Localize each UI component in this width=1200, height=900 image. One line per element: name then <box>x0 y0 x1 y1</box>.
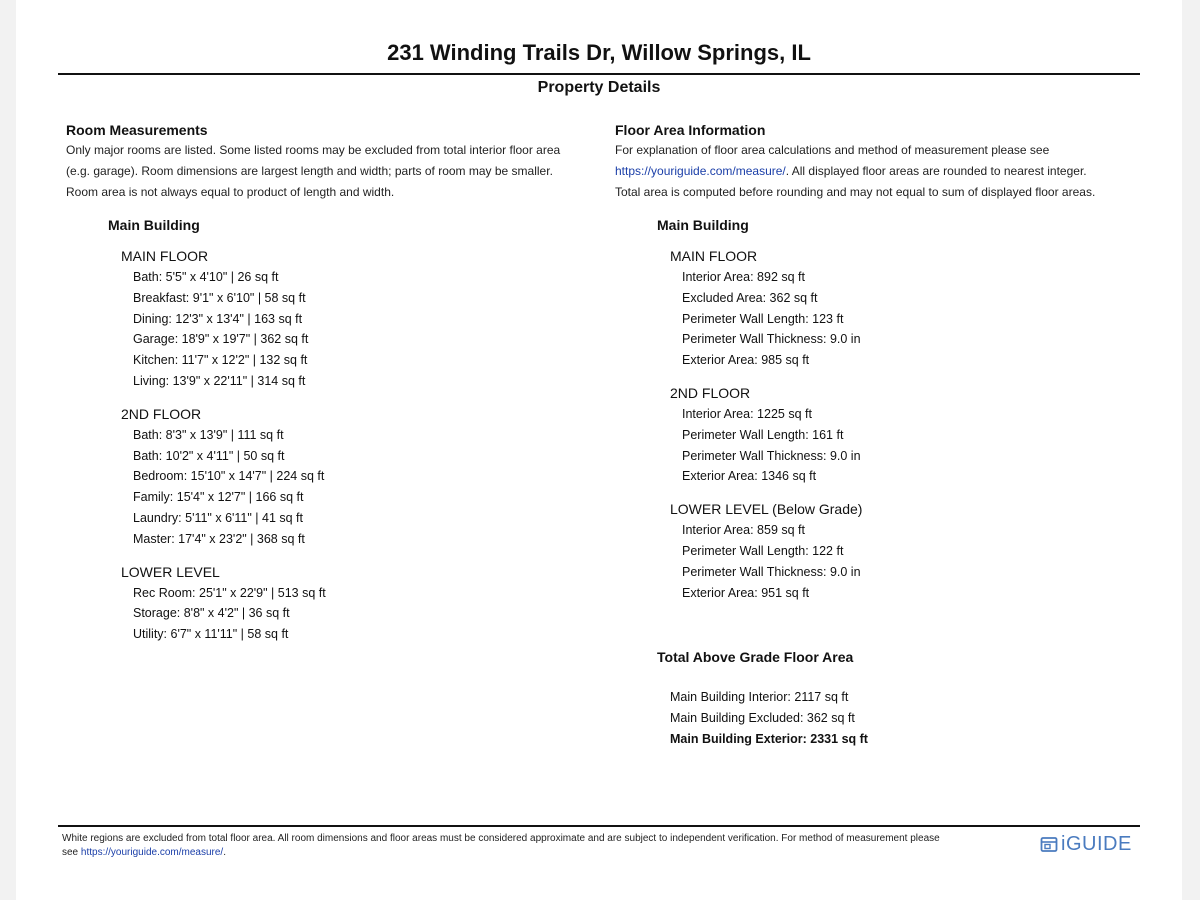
total-area-heading: Total Above Grade Floor Area <box>657 649 854 666</box>
footer-text: see <box>62 846 81 858</box>
area-row: Interior Area: 892 sq ft <box>682 270 805 284</box>
room-row: Garage: 18'9" x 19'7" | 362 sq ft <box>133 332 309 347</box>
floor-name: 2ND FLOOR <box>121 405 202 422</box>
room-row: Family: 15'4" x 12'7" | 166 sq ft <box>133 490 304 505</box>
room-row: Rec Room: 25'1" x 22'9" | 513 sq ft <box>133 585 326 600</box>
area-row: Exterior Area: 1346 sq ft <box>682 469 817 484</box>
note-line: Room area is not always equal to product of length and width. <box>66 185 395 199</box>
note-line: Only major rooms are listed. Some listed rooms may be excluded from total interior floor area <box>66 143 561 157</box>
note-line: Total area is computed before rounding and may not equal to sum of displayed floor areas. <box>615 185 1096 199</box>
room-row: Master: 17'4" x 23'2" | 368 sq ft <box>133 531 305 546</box>
floor-name: MAIN FLOOR <box>121 248 209 264</box>
floor-name: MAIN FLOOR <box>670 248 758 264</box>
room-row: Breakfast: 9'1" x 6'10" | 58 sq ft <box>133 290 306 305</box>
note-line: For explanation of floor area calculations and method of measurement please see <box>615 143 1050 157</box>
title-divider <box>58 73 1140 75</box>
room-row: Living: 13'9" x 22'11" | 314 sq ft <box>133 373 306 388</box>
document-page <box>16 0 1182 900</box>
room-row: Bedroom: 15'10" x 14'7" | 224 sq ft <box>133 469 325 484</box>
room-row: Laundry: 5'11" x 6'11" | 41 sq ft <box>133 510 304 525</box>
area-row: Interior Area: 1225 sq ft <box>682 406 812 421</box>
page-subtitle: Property Details <box>537 79 661 96</box>
area-row: Perimeter Wall Thickness: 9.0 in <box>682 332 861 347</box>
area-row: Excluded Area: 362 sq ft <box>682 290 818 305</box>
area-floors <box>615 245 1175 603</box>
note-line: (e.g. garage). Room dimensions are largest length and width; parts of room may be smaller. <box>66 164 553 178</box>
room-row: Bath: 10'2" x 4'11" | 50 sq ft <box>133 448 285 463</box>
area-row: Perimeter Wall Thickness: 9.0 in <box>682 564 861 579</box>
total-exterior: Main Building Exterior: 2331 sq ft <box>670 731 868 746</box>
area-row: Exterior Area: 985 sq ft <box>682 353 810 368</box>
floor-area-note <box>615 140 1175 203</box>
footer-divider <box>58 825 1140 827</box>
building-heading: Main Building <box>108 217 200 233</box>
floor-name: LOWER LEVEL <box>121 563 220 580</box>
room-measurements-section <box>66 120 606 645</box>
area-group-main <box>670 245 1175 371</box>
room-measurements-heading: Room Measurements <box>66 122 208 138</box>
floor-group-2nd <box>121 403 606 550</box>
room-row: Storage: 8'8" x 4'2" | 36 sq ft <box>133 606 290 621</box>
iguide-logo-text: iGUIDE <box>1061 832 1132 855</box>
area-group-lower <box>670 498 1175 603</box>
total-excluded: Main Building Excluded: 362 sq ft <box>670 711 855 726</box>
total-area-lines <box>670 687 1175 749</box>
footer-line <box>62 846 992 860</box>
floor-name: 2ND FLOOR <box>670 384 751 401</box>
room-row: Utility: 6'7" x 11'11" | 58 sq ft <box>133 627 289 642</box>
room-row: Kitchen: 11'7" x 12'2" | 132 sq ft <box>133 353 308 368</box>
page-title: 231 Winding Trails Dr, Willow Springs, IL <box>387 40 811 65</box>
building-heading: Main Building <box>657 217 749 233</box>
area-row: Perimeter Wall Thickness: 9.0 in <box>682 448 861 463</box>
room-row: Bath: 8'3" x 13'9" | 111 sq ft <box>133 427 284 442</box>
floor-area-section <box>615 120 1175 750</box>
room-row: Dining: 12'3" x 13'4" | 163 sq ft <box>133 311 303 326</box>
total-area-block <box>657 647 1175 749</box>
footer-text: . <box>223 846 226 858</box>
floor-area-heading: Floor Area Information <box>615 122 766 138</box>
area-row: Perimeter Wall Length: 123 ft <box>682 311 844 326</box>
iguide-logo <box>1040 832 1132 856</box>
total-interior: Main Building Interior: 2117 sq ft <box>670 690 849 705</box>
note-line <box>615 161 1175 182</box>
area-row: Interior Area: 859 sq ft <box>682 523 805 538</box>
area-row: Perimeter Wall Length: 161 ft <box>682 427 844 442</box>
room-floors <box>66 245 606 645</box>
iguide-logo-icon <box>1040 835 1058 853</box>
footer-disclaimer <box>62 832 992 859</box>
floor-name: LOWER LEVEL (Below Grade) <box>670 501 863 518</box>
area-row: Exterior Area: 951 sq ft <box>682 585 810 600</box>
floor-group-main <box>121 245 606 392</box>
area-row: Perimeter Wall Length: 122 ft <box>682 543 844 558</box>
area-group-2nd <box>670 382 1175 487</box>
room-row: Bath: 5'5" x 4'10" | 26 sq ft <box>133 270 279 284</box>
floor-group-lower <box>121 561 606 645</box>
measure-link[interactable]: https://youriguide.com/measure/ <box>615 164 786 178</box>
room-measurements-note <box>66 140 606 203</box>
footer-line: White regions are excluded from total floor area. All room dimensions and floor areas must be considered approximate and are subject to independent verification. For method of measurement please <box>62 833 940 844</box>
footer-measure-link[interactable]: https://youriguide.com/measure/ <box>80 846 224 858</box>
note-text: . All displayed floor areas are rounded to nearest integer. <box>785 164 1087 178</box>
